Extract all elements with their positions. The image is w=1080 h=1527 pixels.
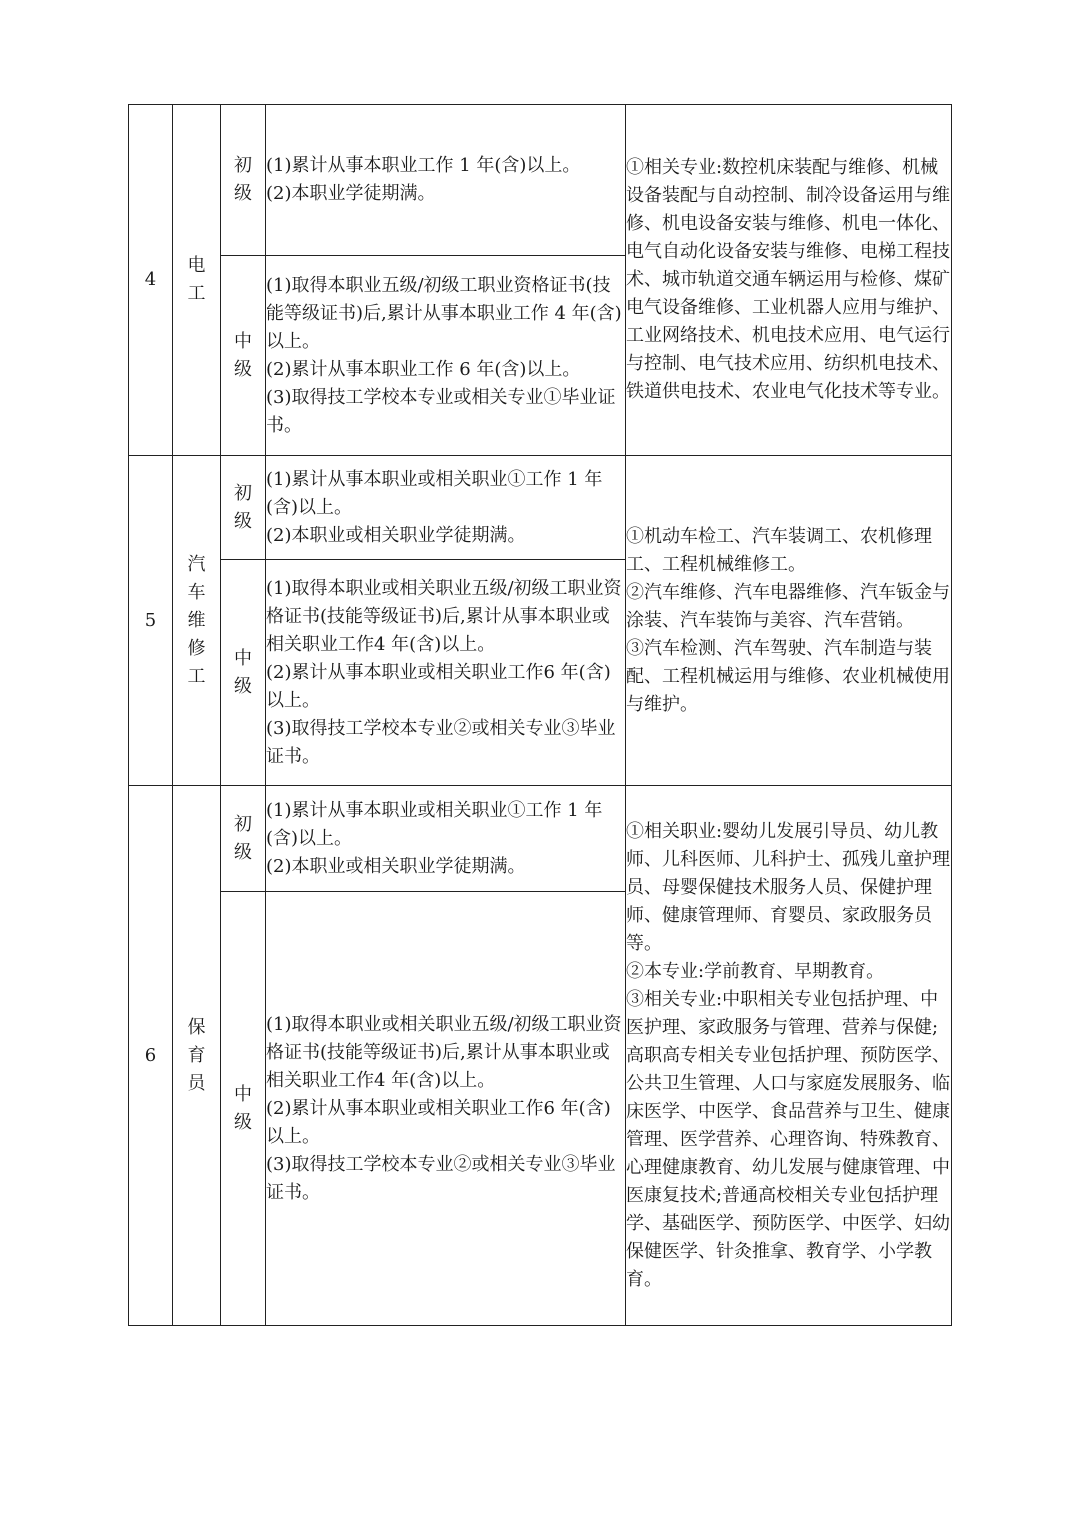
requirement-item: (1)累计从事本职业工作 1 年(含)以上。 — [266, 155, 581, 176]
requirement-item: (2)本职业或相关职业学徒期满。 — [266, 524, 526, 546]
requirement-item: (2)本职业学徒期满。 — [266, 183, 436, 204]
requirements-cell — [266, 892, 626, 1326]
occupation-name: 电工 — [173, 105, 221, 456]
related-majors-cell — [626, 786, 952, 1326]
requirement-item: (2)本职业或相关职业学徒期满。 — [266, 855, 526, 877]
table-row — [129, 786, 952, 892]
requirements-cell — [266, 256, 626, 456]
major-item: ③汽车检测、汽车驾驶、汽车制造与装配、工程机械运用与维修、农业机械使用与维护。 — [626, 637, 950, 715]
row-number: 5 — [129, 456, 173, 786]
major-item: ①相关职业:婴幼儿发展引导员、幼儿教师、儿科医师、儿科护士、孤残儿童护理员、母婴保健技术服务人员、保健护理师、健康管理师、育婴员、家政服务员等。 — [626, 820, 950, 954]
occupation-name: 保育员 — [173, 786, 221, 1326]
requirements-cell — [266, 560, 626, 786]
requirement-item: (1)取得本职业五级/初级工职业资格证书(技能等级证书)后,累计从事本职业工作 4 年(含)以上。 — [266, 274, 622, 352]
level-label: 中级 — [221, 560, 266, 786]
level-label: 初级 — [221, 786, 266, 892]
level-label: 初级 — [221, 105, 266, 256]
level-label: 中级 — [221, 892, 266, 1326]
related-majors-cell — [626, 456, 952, 786]
level-label: 中级 — [221, 256, 266, 456]
requirements-cell — [266, 456, 626, 560]
requirement-item: (2)累计从事本职业或相关职业工作6 年(含)以上。 — [266, 1097, 611, 1147]
requirement-item: (2)累计从事本职业工作 6 年(含)以上。 — [266, 358, 581, 380]
related-majors-cell — [626, 105, 952, 456]
major-item: ②本专业:学前教育、早期教育。 — [626, 960, 885, 982]
requirement-item: (1)累计从事本职业或相关职业①工作 1 年(含)以上。 — [266, 468, 603, 518]
qualification-table — [128, 104, 952, 1326]
requirement-item: (3)取得技工学校本专业②或相关专业③毕业证书。 — [266, 717, 616, 767]
requirement-item: (1)取得本职业或相关职业五级/初级工职业资格证书(技能等级证书)后,累计从事本职业或相关职业工作4 年(含)以上。 — [266, 1013, 622, 1091]
major-item: ③相关专业:中职相关专业包括护理、中医护理、家政服务与管理、营养与保健;高职高专相关专业包括护理、预防医学、公共卫生管理、人口与家庭发展服务、临床医学、中医学、食品营养与卫生、健康管理、医学营养、心理咨询、特殊教育、心理健康教育、幼儿发展与健康管理、中医康复技术;普通高校相关专业包括护理学、基础医学、预防医学、中医学、妇幼保健医学、针灸推拿、教育学、小学教育。 — [626, 988, 950, 1290]
requirement-item: (1)取得本职业或相关职业五级/初级工职业资格证书(技能等级证书)后,累计从事本职业或相关职业工作4 年(含)以上。 — [266, 577, 622, 655]
table-row — [129, 105, 952, 256]
requirement-item: (1)累计从事本职业或相关职业①工作 1 年(含)以上。 — [266, 799, 603, 849]
requirements-cell — [266, 786, 626, 892]
major-item: ①机动车检工、汽车装调工、农机修理工、工程机械维修工。 — [626, 525, 932, 575]
occupation-name: 汽车维修工 — [173, 456, 221, 786]
requirement-item: (3)取得技工学校本专业②或相关专业③毕业证书。 — [266, 1153, 616, 1203]
table-row — [129, 456, 952, 560]
major-item: ①相关专业:数控机床装配与维修、机械设备装配与自动控制、制冷设备运用与维修、机电设备安装与维修、机电一体化、电气自动化设备安装与维修、电梯工程技术、城市轨道交通车辆运用与检修、煤矿电气设备维修、工业机器人应用与维护、工业网络技术、机电技术应用、电气运行与控制、电气技术应用、纺织机电技术、铁道供电技术、农业电气化技术等专业。 — [626, 157, 950, 402]
requirement-item: (3)取得技工学校本专业或相关专业①毕业证书。 — [266, 386, 616, 436]
row-number: 4 — [129, 105, 173, 456]
row-number: 6 — [129, 786, 173, 1326]
major-item: ②汽车维修、汽车电器维修、汽车钣金与涂装、汽车装饰与美容、汽车营销。 — [626, 581, 950, 631]
requirement-item: (2)累计从事本职业或相关职业工作6 年(含)以上。 — [266, 661, 611, 711]
requirements-cell — [266, 105, 626, 256]
level-label: 初级 — [221, 456, 266, 560]
